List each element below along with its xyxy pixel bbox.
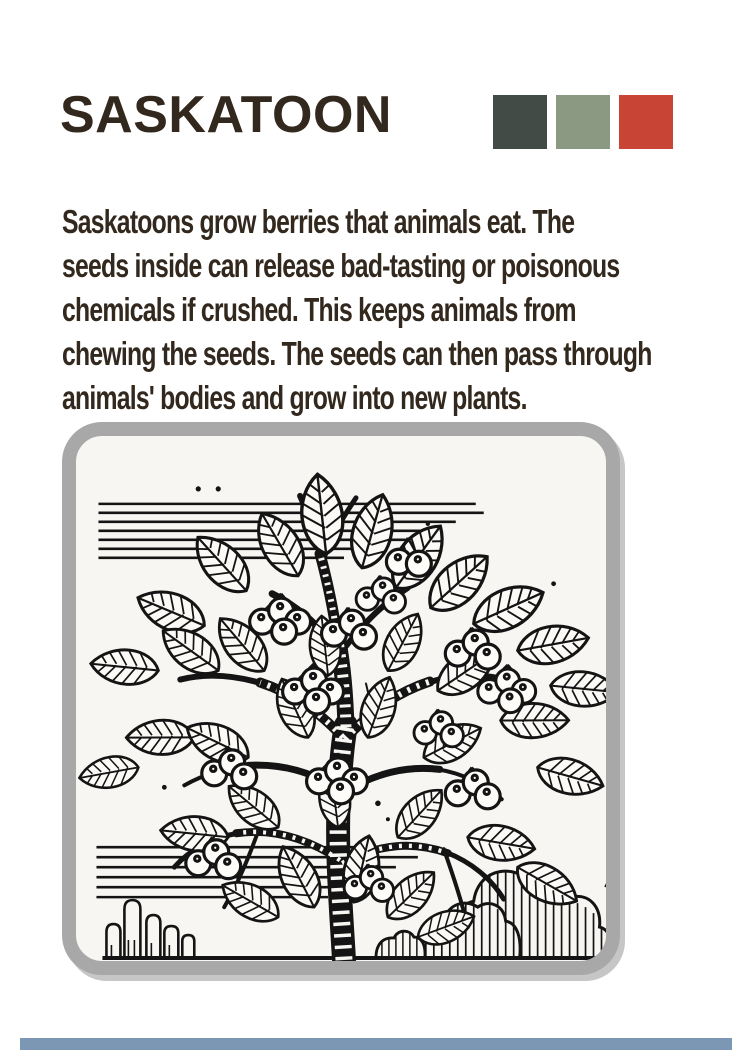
palette-swatch-sage-green bbox=[556, 95, 610, 149]
illustration-frame bbox=[62, 422, 620, 975]
palette-swatch-dark-green bbox=[493, 95, 547, 149]
description-line: chemicals if crushed. This keeps animals from bbox=[62, 291, 576, 328]
description-line: chewing the seeds. The seeds can then pass through bbox=[62, 335, 652, 372]
description-paragraph bbox=[62, 200, 652, 420]
page-title: SASKATOON bbox=[60, 86, 392, 144]
footer-accent-bar bbox=[20, 1038, 732, 1050]
saskatoon-tree-illustration bbox=[76, 436, 606, 961]
grass-tufts bbox=[106, 900, 194, 958]
palette-swatch-red bbox=[619, 95, 673, 149]
description-line: seeds inside can release bad-tasting or poisonous bbox=[62, 247, 620, 284]
color-palette bbox=[493, 95, 673, 149]
description-line: animals' bodies and grow into new plants. bbox=[62, 379, 527, 416]
description-line: Saskatoons grow berries that animals eat. The bbox=[62, 203, 575, 240]
